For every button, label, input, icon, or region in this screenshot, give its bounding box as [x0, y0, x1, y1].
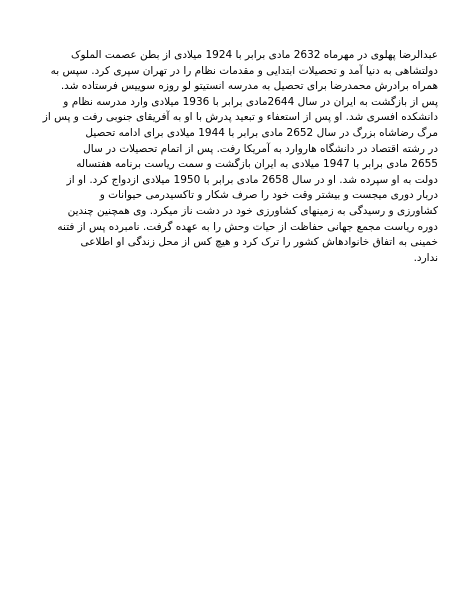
text-line: دولتشاهی به دنیا آمد و تحصیلات ابتدایی و مقدمات نظام را در تهران سپری کرد. سپس به [50, 64, 438, 77]
text-line: عبدالرضا پهلوی در مهرماه 2632 مادی برابر با 1924 میلادی از بطن عصمت الملوک [71, 49, 438, 61]
text-line: ندارد. [413, 251, 438, 264]
text-line: 2655 مادی برابر با 1947 میلادی به ایران بازگشت و سمت ریاست برنامه هفتساله [76, 158, 438, 171]
text-line: دربار دوری میجست و بیشتر وقت خود را صرف شکار و تاکسیدرمی حیوانات و [99, 189, 438, 202]
text-line: مرگ رضاشاه بزرگ در سال 2652 مادی برابر با 1944 میلادی برای ادامه تحصیل [85, 126, 438, 139]
text-line: پس از بازگشت به ایران در سال 2644مادی برابر با 1936 میلادی وارد مدرسه نظام و [63, 95, 438, 108]
text-line: همراه برادرش محمدرضا برای تحصیل به مدرسه انستیتو لو روزه سوییس فرستاده شد. [60, 80, 438, 93]
text-line: خمینی به اتفاق خانوادهاش کشور را ترک کرد و هیچ کس از محل زندگی او اطلاعی [80, 236, 438, 249]
text-line: دانشکده افسری شد. او پس از استعفاء و تبعید پدرش با او به آفریقای جنوبی رفت و پس از [42, 111, 438, 124]
text-line: دوره ریاست مجمع جهانی حفاظت از حیات وحش را به عهده گرفت. نامبرده پس از فتنه [57, 220, 438, 233]
text-line: کشاورزی و رسیدگی به زمینهای کشاورزی خود در دشت ناز میکرد. وی همچنین چندین [67, 204, 438, 217]
text-line: در رشته اقتصاد در دانشگاه هاروارد به آمریکا رفت. پس از اتمام تحصیلات در سال [83, 142, 438, 155]
text-line: دولت به او سپرده شد. او در سال 2658 مادی برابر با 1950 میلادی ازدواج کرد. او از [66, 173, 438, 186]
biography-paragraph [40, 48, 438, 266]
